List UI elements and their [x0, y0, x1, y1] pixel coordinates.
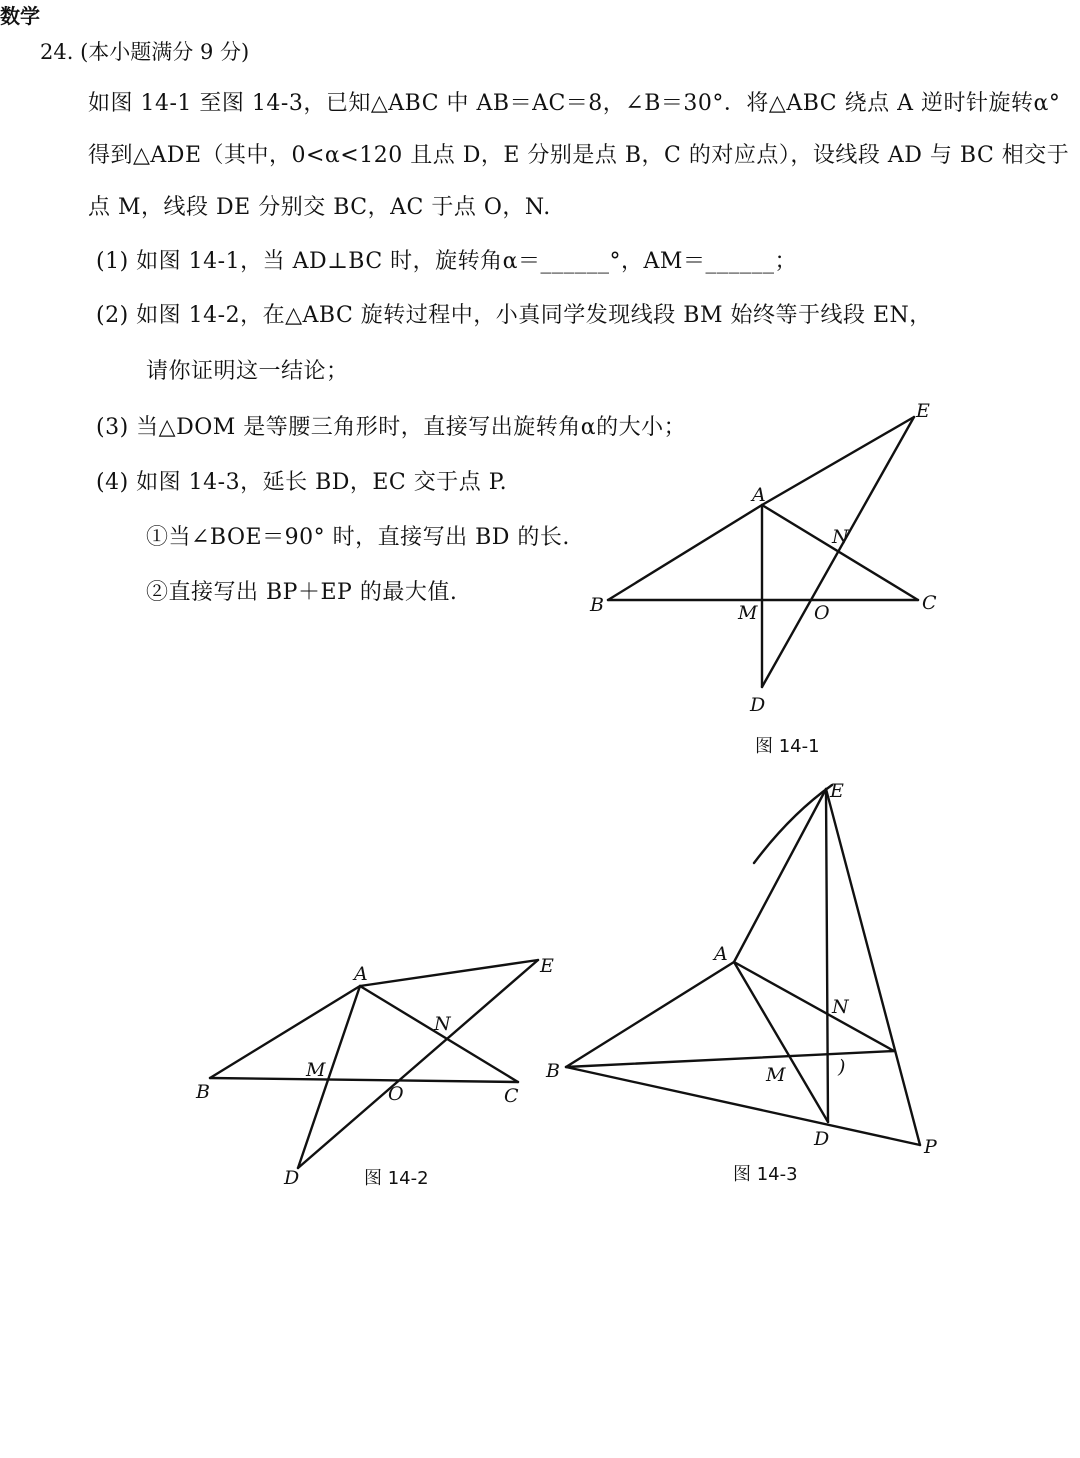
segment-de	[762, 417, 914, 687]
part-2-line-1: (2) 如图 14-2，在△ABC 旋转过程中，小真同学发现线段 BM 始终等于线段 EN，	[96, 303, 932, 328]
label-n: N	[832, 526, 849, 548]
segment-ed	[826, 789, 828, 1122]
label-n: N	[434, 1013, 451, 1035]
intro-line-3: 点 M，线段 DE 分别交 BC，AC 于点 O，N.	[88, 195, 551, 220]
label-c: C	[504, 1085, 519, 1107]
label-d: D	[814, 1128, 830, 1150]
segment-bc	[210, 1078, 518, 1082]
question-heading: 24. (本小题满分 9 分)	[40, 40, 250, 64]
segment-ep	[826, 789, 920, 1145]
label-d: D	[284, 1167, 300, 1189]
segment-ab	[566, 962, 734, 1067]
figure-14-2	[190, 950, 570, 1190]
part-2-line-2: 请你证明这一结论；	[146, 359, 349, 384]
segment-ae	[734, 789, 826, 962]
label-e: E	[830, 780, 844, 802]
label-o: )	[838, 1056, 846, 1078]
part-4: (4) 如图 14-3，延长 BD，EC 交于点 P.	[96, 470, 508, 495]
label-b: B	[546, 1060, 560, 1082]
segment-ae	[762, 417, 914, 505]
label-o: O	[388, 1083, 404, 1105]
part-4-sub-2: ②直接写出 BP＋EP 的最大值.	[146, 580, 458, 605]
label-p: P	[924, 1136, 937, 1158]
label-a: A	[714, 943, 728, 965]
label-e: E	[916, 400, 930, 422]
label-m: M	[306, 1059, 326, 1081]
intro-line-2: 得到△ADE（其中，0<α<120 且点 D，E 分别是点 B，C 的对应点），设线段 AD 与 BC 相交于	[88, 143, 1070, 168]
segment-ac	[762, 505, 918, 600]
label-m: M	[738, 602, 758, 624]
segment-ab	[210, 986, 360, 1078]
label-b: B	[590, 594, 604, 616]
label-a: A	[752, 484, 766, 506]
label-n: N	[832, 996, 849, 1018]
label-e: E	[540, 955, 554, 977]
segment-ad	[734, 962, 828, 1122]
caption-fig-14-2: 图 14-2	[364, 1168, 429, 1189]
label-c: C	[922, 592, 937, 614]
part-3: (3) 当△DOM 是等腰三角形时，直接写出旋转角α的大小；	[96, 415, 687, 440]
subject-header: 数学	[0, 4, 40, 28]
segment-ab	[608, 505, 762, 600]
label-m: M	[766, 1064, 786, 1086]
intro-line-1: 如图 14-1 至图 14-3，已知△ABC 中 AB＝AC＝8，∠B＝30°．将△ABC 绕点 A 逆时针旋转α°	[88, 91, 1061, 116]
figure-14-3	[540, 775, 960, 1158]
caption-fig-14-1: 图 14-1	[755, 736, 820, 757]
label-a: A	[354, 963, 368, 985]
part-1: (1) 如图 14-1，当 AD⊥BC 时，旋转角α＝______°，AM＝______；	[96, 249, 797, 274]
label-b: B	[196, 1081, 210, 1103]
caption-fig-14-3: 图 14-3	[733, 1164, 798, 1185]
label-o: O	[814, 602, 830, 624]
segment-ac	[734, 962, 894, 1051]
figure-14-1	[580, 395, 960, 725]
segment-bp	[566, 1067, 920, 1145]
label-d: D	[750, 694, 766, 716]
part-4-sub-1: ①当∠BOE＝90° 时，直接写出 BD 的长.	[146, 525, 570, 550]
